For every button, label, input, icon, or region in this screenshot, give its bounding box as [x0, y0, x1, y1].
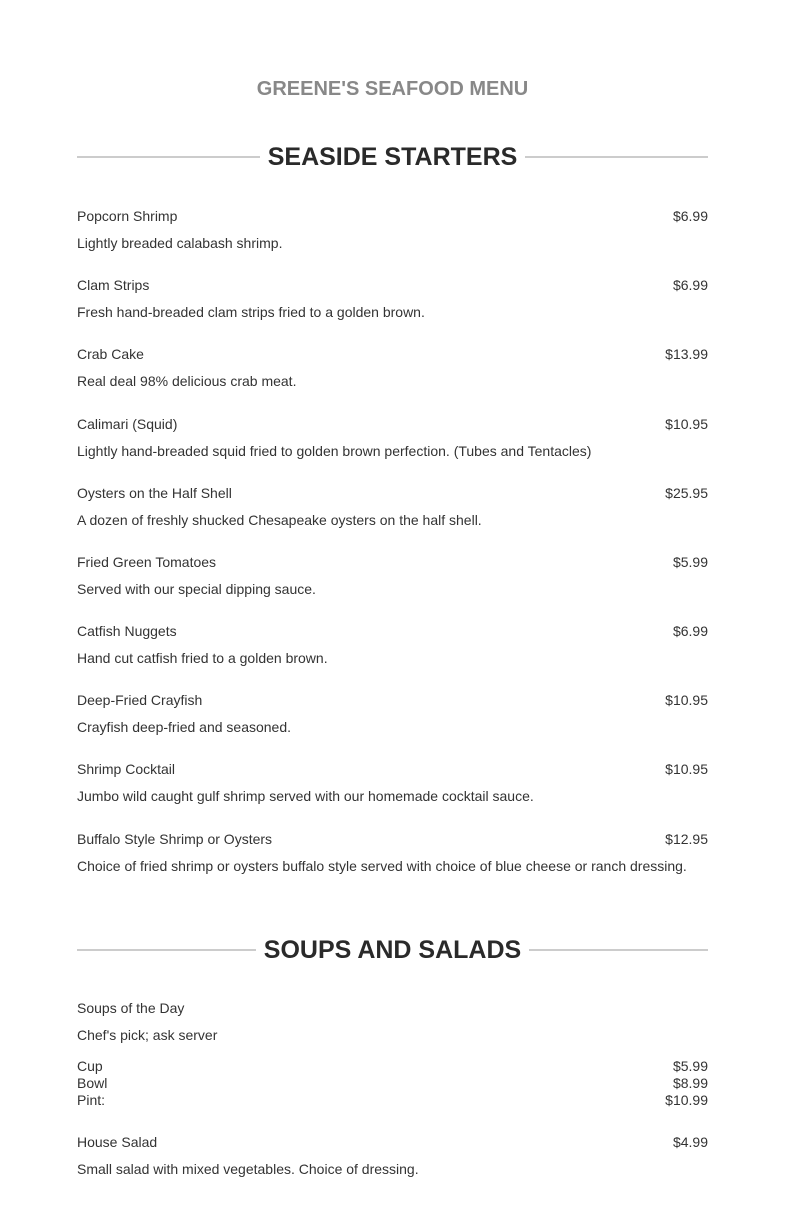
heading-rule-left — [77, 156, 260, 158]
item-price: $25.95 — [665, 485, 708, 501]
item-description: Fresh hand-breaded clam strips fried to a golden brown. — [77, 304, 425, 320]
menu-item — [77, 831, 708, 875]
item-description: Lightly hand-breaded squid fried to golden brown perfection. (Tubes and Tentacles) — [77, 443, 592, 459]
item-description: Served with our special dipping sauce. — [77, 581, 316, 597]
heading-rule-right — [529, 949, 708, 951]
menu-item — [77, 1134, 708, 1178]
item-price: $10.95 — [665, 416, 708, 432]
item-price: $10.95 — [665, 692, 708, 708]
size-price: $5.99 — [672, 1058, 708, 1074]
item-name: Calimari (Squid) — [77, 416, 178, 432]
menu-item — [77, 346, 708, 390]
menu-item — [77, 692, 708, 736]
item-name: Fried Green Tomatoes — [77, 554, 217, 570]
item-name: Crab Cake — [77, 346, 144, 362]
heading-rule-right — [525, 156, 708, 158]
menu-item — [77, 623, 708, 667]
item-name: Shrimp Cocktail — [77, 761, 176, 777]
section-heading-soups-and-salads — [77, 935, 708, 965]
section-title: SOUPS AND SALADS — [263, 936, 522, 964]
item-description: Jumbo wild caught gulf shrimp served with our homemade cocktail sauce. — [77, 788, 534, 804]
item-price: $6.99 — [672, 623, 708, 639]
size-row — [77, 1092, 708, 1109]
soup-size-list — [77, 1058, 708, 1109]
item-description: Choice of fried shrimp or oysters buffalo style served with choice of blue cheese or ranch dressing. — [77, 858, 687, 874]
soup-item — [77, 1000, 708, 1044]
item-description: Real deal 98% delicious crab meat. — [77, 373, 297, 389]
item-name: Deep-Fried Crayfish — [77, 692, 203, 708]
size-row — [77, 1058, 708, 1075]
item-description: Small salad with mixed vegetables. Choice of dressing. — [77, 1161, 419, 1177]
menu-item — [77, 554, 708, 598]
section-heading-seaside-starters — [77, 142, 708, 172]
item-price: $4.99 — [672, 1134, 708, 1150]
item-name: Soups of the Day — [77, 1000, 185, 1016]
item-name: Clam Strips — [77, 277, 150, 293]
size-label: Cup — [77, 1058, 103, 1074]
size-price: $10.99 — [665, 1092, 708, 1108]
item-name: Buffalo Style Shrimp or Oysters — [77, 831, 273, 847]
item-description: A dozen of freshly shucked Chesapeake oysters on the half shell. — [77, 512, 482, 528]
item-name: Catfish Nuggets — [77, 623, 177, 639]
menu-item — [77, 761, 708, 805]
item-price: $5.99 — [672, 554, 708, 570]
heading-rule-left — [77, 949, 256, 951]
menu-item — [77, 208, 708, 252]
menu-item — [77, 416, 708, 460]
item-price: $6.99 — [672, 277, 708, 293]
item-description: Lightly breaded calabash shrimp. — [77, 235, 283, 251]
item-price: $6.99 — [672, 208, 708, 224]
item-description: Hand cut catfish fried to a golden brown. — [77, 650, 328, 666]
item-description: Chef's pick; ask server — [77, 1027, 218, 1043]
size-price: $8.99 — [672, 1075, 708, 1091]
item-name: Oysters on the Half Shell — [77, 485, 232, 501]
item-price: $12.95 — [665, 831, 708, 847]
size-label: Bowl — [77, 1075, 108, 1091]
section-title: SEASIDE STARTERS — [267, 143, 518, 171]
item-name: Popcorn Shrimp — [77, 208, 178, 224]
menu-item — [77, 485, 708, 529]
item-description: Crayfish deep-fried and seasoned. — [77, 719, 292, 735]
item-price: $10.95 — [665, 761, 708, 777]
menu-title: GREENE'S SEAFOOD MENU — [256, 78, 529, 100]
size-row — [77, 1075, 708, 1092]
item-name: House Salad — [77, 1134, 158, 1150]
item-price: $13.99 — [665, 346, 708, 362]
size-label: Pint: — [77, 1092, 106, 1108]
menu-item — [77, 277, 708, 321]
